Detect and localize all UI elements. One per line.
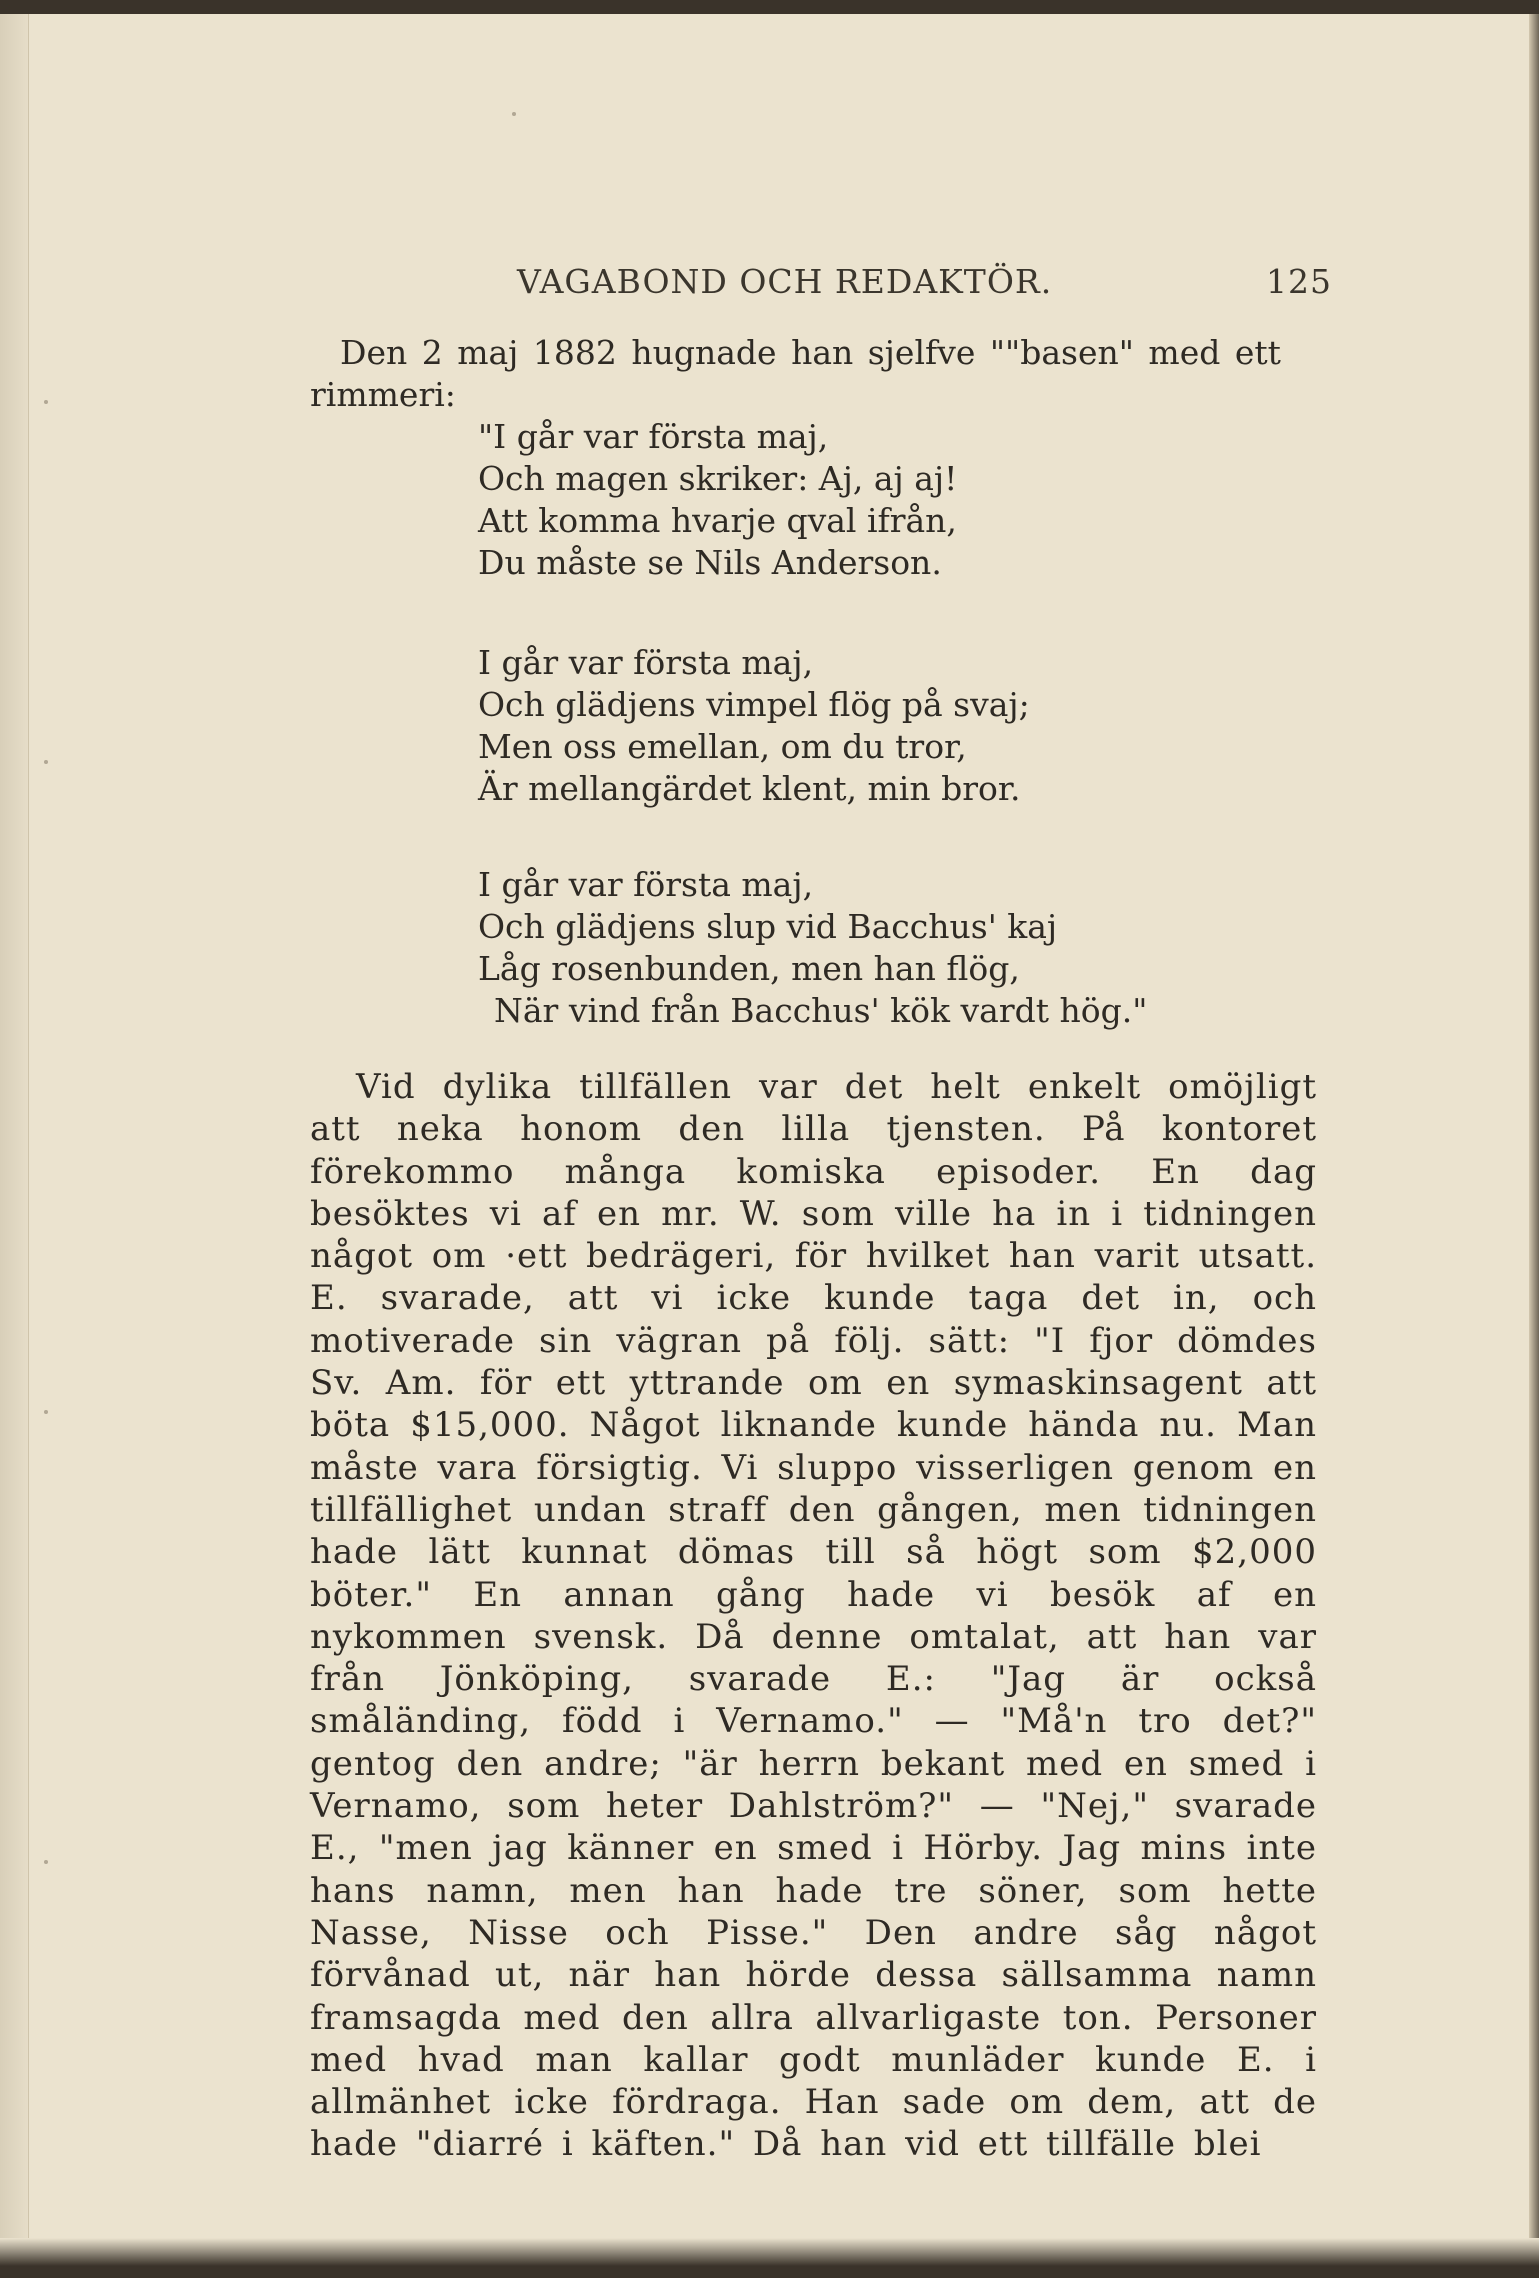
- paper-speck: [512, 112, 516, 116]
- poem-stanza-3: [478, 864, 1147, 1032]
- bottom-edge: [0, 2238, 1539, 2278]
- poem-line: Att komma hvarje qval ifrån,: [478, 501, 957, 540]
- poem-line: Du måste se Nils Anderson.: [478, 543, 942, 582]
- paper-speck: [44, 400, 48, 404]
- poem-line: I går var första maj,: [478, 643, 814, 682]
- poem-line: När vind från Bacchus' kök vardt hög.": [494, 991, 1148, 1030]
- poem-line: Låg rosenbunden, men han flög,: [478, 949, 1020, 988]
- page-number: 125: [1266, 262, 1332, 301]
- poem-stanza-2: [478, 642, 1030, 810]
- poem-line: Och glädjens slup vid Bacchus' kaj: [478, 907, 1058, 946]
- poem-line: Men oss emellan, om du tror,: [478, 727, 967, 766]
- right-edge: [1529, 14, 1539, 2278]
- poem-line: Och glädjens vimpel flög på svaj;: [478, 685, 1030, 724]
- poem-line: Är mellangärdet klent, min bror.: [478, 769, 1021, 808]
- left-gutter: [0, 14, 29, 2278]
- paper-speck: [44, 1410, 48, 1414]
- paper-speck: [44, 1860, 48, 1864]
- running-head: [0, 262, 1539, 312]
- poem-line: "I går var första maj,: [478, 417, 829, 456]
- body-paragraph: Vid dylika tillfällen var det helt enkelt omöjligt att neka honom den lilla tjensten. På kontoret förekommo många komiska episoder. En dag besöktes vi af en mr. W. som ville ha in i tidningen något om ·ett bedrägeri, för hvilket han varit utsatt. E. svarade, att vi icke kunde taga det in, och motiverade sin vägran på följ. sätt: "I fjor dömdes Sv. Am. för ett yttrande om en symaskinsagent att böta $15,000. Något liknande kunde hända nu. Man måste vara försigtig. Vi sluppo visserligen genom en tillfällighet undan straff den gången, men tidningen hade lätt kunnat dömas till så högt som $2,000 böter." En annan gång hade vi besök af en nykommen svensk. Då denne omtalat, att han var från Jönköping, svarade E.: "Jag är också småländing, född i Vernamo." — "Må'n tro det?" gentog den andre; "är herrn bekant med en smed i Vernamo, som heter Dahlström?" — "Nej," svarade E., "men jag känner en smed i Hörby. Jag mins inte hans namn, men han hade tre söner, som hette Nasse, Nisse och Pisse." Den andre såg något förvånad ut, när han hörde dessa sällsamma namn framsagda med den allra allvarligaste ton. Personer med hvad man kallar godt munläder kunde E. i allmänhet icke fördraga. Han sade om dem, att de hade "diarré i käften." Då han vid ett tillfälle blei: [310, 1067, 1317, 2165]
- poem-stanza-1: [478, 416, 957, 584]
- poem-line: I går var första maj,: [478, 865, 814, 904]
- top-edge: [0, 0, 1539, 14]
- poem-line: Och magen skriker: Aj, aj aj!: [478, 459, 958, 498]
- paper-speck: [44, 760, 48, 764]
- running-head-title: VAGABOND OCH REDAKTÖR.: [517, 262, 1053, 301]
- intro-paragraph: Den 2 maj 1882 hugnade han sjelfve ""basen" med ett rimmeri:: [310, 333, 1281, 414]
